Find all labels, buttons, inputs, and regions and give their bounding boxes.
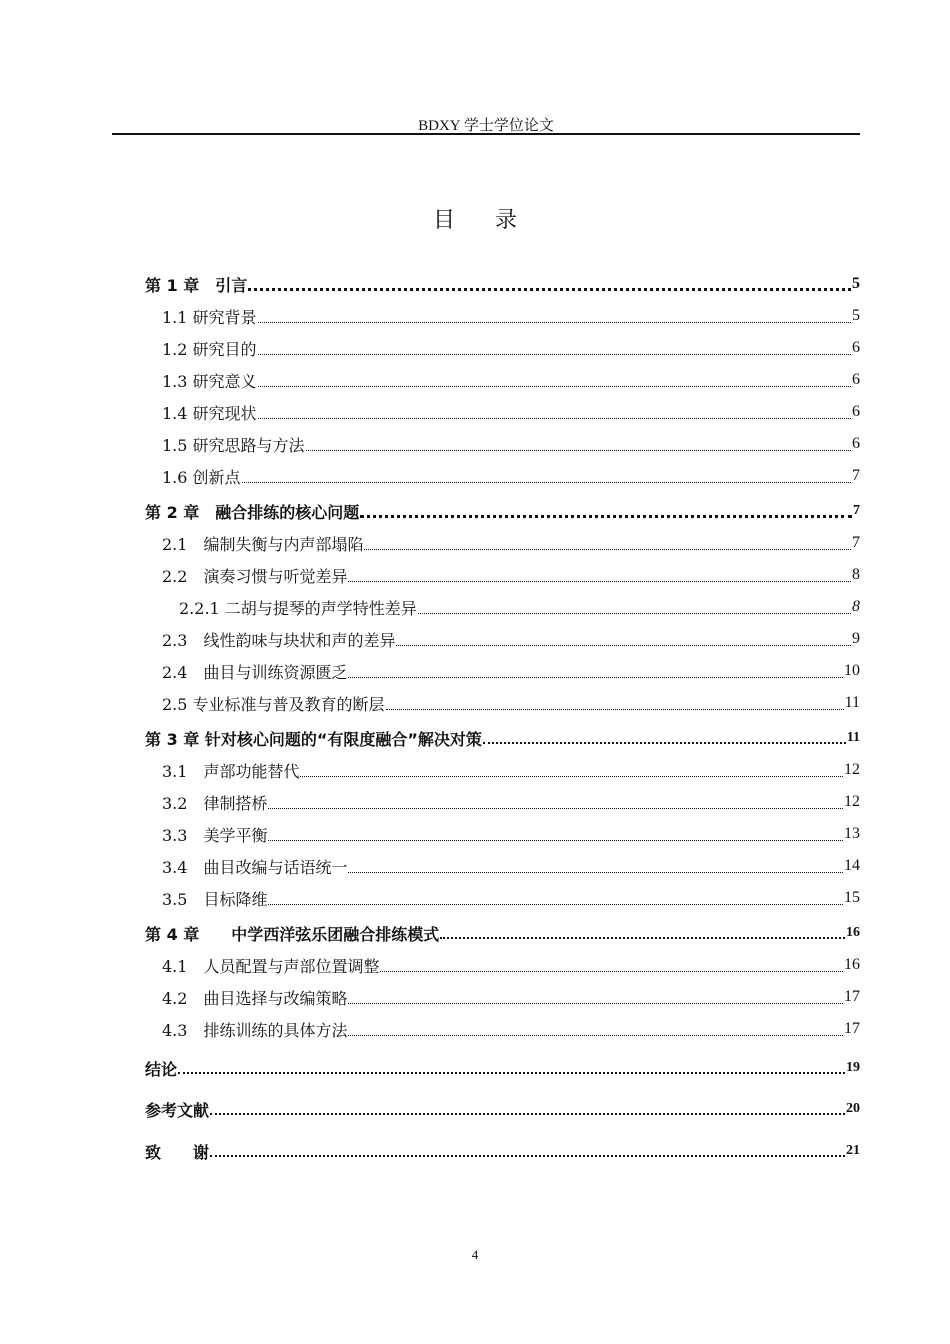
toc-entry-title: 3.3 美学平衡 [162, 825, 268, 845]
dot-leader [268, 904, 843, 905]
toc-section-1-2[interactable] [145, 332, 860, 364]
dot-leader [348, 581, 851, 582]
toc-entry-title: 第 4 章 中学西洋弦乐团融合排练模式 [145, 924, 440, 944]
toc-entry-title: 3.2 律制搭桥 [162, 793, 268, 813]
toc-section-2-2-1[interactable] [145, 591, 860, 623]
toc-entry-page: 6 [852, 339, 860, 356]
toc-entry-title: 结论 [145, 1059, 178, 1079]
toc-entry-page: 6 [852, 403, 860, 420]
toc-entry-page: 6 [852, 435, 860, 452]
toc-entry-page: 21 [846, 1143, 860, 1158]
toc-chapter-3[interactable] [145, 722, 860, 754]
dot-leader [440, 937, 845, 939]
toc-entry-title: 1.4 研究现状 [162, 403, 257, 423]
toc-entry-page: 6 [852, 371, 860, 388]
dot-leader [300, 776, 843, 777]
toc-entry-title: 3.5 目标降维 [162, 889, 268, 909]
toc-entry-title: 3.1 声部功能替代 [162, 761, 300, 781]
toc-entry-page: 20 [846, 1101, 860, 1116]
toc-section-1-6[interactable] [145, 460, 860, 492]
toc-entry-page: 7 [852, 534, 860, 551]
toc-entry-page: 15 [844, 889, 860, 906]
toc-entry-page: 8 [852, 566, 860, 583]
toc-section-1-1[interactable] [145, 300, 860, 332]
toc-references[interactable] [145, 1088, 860, 1130]
toc-entry-title: 2.5 专业标准与普及教育的断层 [162, 694, 385, 714]
dot-leader [348, 677, 843, 678]
dot-leader [483, 742, 846, 744]
dot-leader [418, 613, 851, 614]
dot-leader [348, 1035, 843, 1036]
dot-leader [348, 1003, 843, 1004]
toc-entry-page: 12 [844, 761, 860, 778]
toc-entry-page: 7 [853, 503, 860, 518]
toc-entry-title: 4.1 人员配置与声部位置调整 [162, 956, 380, 976]
toc-entry-title: 4.2 曲目选择与改编策略 [162, 988, 348, 1008]
header-rule [112, 133, 860, 135]
toc-entry-page: 8 [852, 598, 860, 615]
toc-section-3-4[interactable] [145, 850, 860, 882]
toc-entry-title: 2.2 演奏习惯与听觉差异 [162, 566, 348, 586]
toc-acknowledgements[interactable] [145, 1130, 860, 1172]
toc-entry-page: 9 [852, 630, 860, 647]
toc-section-1-3[interactable] [145, 364, 860, 396]
toc-entry-title: 1.5 研究思路与方法 [162, 435, 305, 455]
toc-section-2-3[interactable] [145, 623, 860, 655]
dot-leader [306, 450, 851, 451]
toc-section-3-5[interactable] [145, 882, 860, 914]
toc-entry-page: 5 [852, 275, 860, 292]
dot-leader [360, 515, 852, 518]
toc-entry-title: 参考文献 [145, 1100, 210, 1120]
toc-section-3-1[interactable] [145, 754, 860, 786]
toc-section-2-1[interactable] [145, 527, 860, 559]
dot-leader [242, 482, 851, 483]
dot-leader [268, 840, 843, 841]
toc-entry-title: 1.1 研究背景 [162, 307, 257, 327]
toc-entry-page: 16 [846, 925, 860, 940]
toc-entry-title: 2.4 曲目与训练资源匮乏 [162, 662, 348, 682]
toc-entry-page: 5 [852, 307, 860, 324]
toc-entry-title: 致 谢 [145, 1142, 210, 1162]
toc-section-4-1[interactable] [145, 949, 860, 981]
dot-leader [178, 1072, 845, 1074]
toc-entry-page: 16 [844, 956, 860, 973]
toc-entry-title: 第 2 章 融合排练的核心问题 [145, 502, 360, 522]
toc-section-4-3[interactable] [145, 1013, 860, 1045]
toc-entry-title: 4.3 排练训练的具体方法 [162, 1020, 348, 1040]
dot-leader [258, 418, 851, 419]
toc-section-3-2[interactable] [145, 786, 860, 818]
toc-chapter-1[interactable] [145, 268, 860, 300]
toc-chapter-2[interactable] [145, 495, 860, 527]
toc-title: 目录 [432, 208, 557, 233]
toc-entry-title: 第 3 章 针对核心问题的“有限度融合”解决对策 [145, 729, 482, 749]
toc-entry-page: 11 [844, 694, 860, 711]
toc-entry-title: 1.3 研究意义 [162, 371, 257, 391]
dot-leader [258, 354, 851, 355]
toc-entry-page: 11 [846, 730, 860, 745]
toc-entry-title: 2.3 线性韵味与块状和声的差异 [162, 630, 396, 650]
toc-entry-title: 1.2 研究目的 [162, 339, 257, 359]
toc-entry-page: 19 [846, 1060, 860, 1075]
running-header: BDXY 学士学位论文 [418, 118, 554, 134]
toc-section-1-5[interactable] [145, 428, 860, 460]
toc-section-1-4[interactable] [145, 396, 860, 428]
dot-leader [364, 549, 851, 550]
toc-section-4-2[interactable] [145, 981, 860, 1013]
toc-entry-title: 2.2.1 二胡与提琴的声学特性差异 [179, 598, 417, 618]
dot-leader [348, 872, 843, 873]
toc-section-3-3[interactable] [145, 818, 860, 850]
dot-leader [210, 1113, 845, 1115]
toc-entry-title: 3.4 曲目改编与话语统一 [162, 857, 348, 877]
toc-entry-title: 1.6 创新点 [162, 467, 241, 487]
table-of-contents [145, 268, 860, 1172]
toc-entry-page: 10 [844, 662, 860, 679]
dot-leader [258, 386, 851, 387]
dot-leader [396, 645, 851, 646]
toc-entry-page: 17 [844, 988, 860, 1005]
page-number: 4 [471, 1247, 479, 1262]
dot-leader [268, 808, 843, 809]
toc-section-2-2[interactable] [145, 559, 860, 591]
toc-section-2-4[interactable] [145, 655, 860, 687]
toc-entry-page: 13 [844, 825, 860, 842]
dot-leader [380, 971, 843, 972]
dot-leader [248, 288, 851, 291]
toc-chapter-4[interactable] [145, 917, 860, 949]
toc-conclusion[interactable] [145, 1048, 860, 1088]
toc-entry-title: 2.1 编制失衡与内声部塌陷 [162, 534, 364, 554]
dot-leader [210, 1155, 845, 1157]
dot-leader [258, 322, 851, 323]
toc-entry-page: 12 [844, 793, 860, 810]
toc-section-2-5[interactable] [145, 687, 860, 719]
toc-entry-page: 7 [852, 467, 860, 484]
toc-entry-page: 14 [844, 857, 860, 874]
toc-entry-page: 17 [844, 1020, 860, 1037]
toc-entry-title: 第 1 章 引言 [145, 275, 248, 295]
dot-leader [386, 709, 844, 710]
